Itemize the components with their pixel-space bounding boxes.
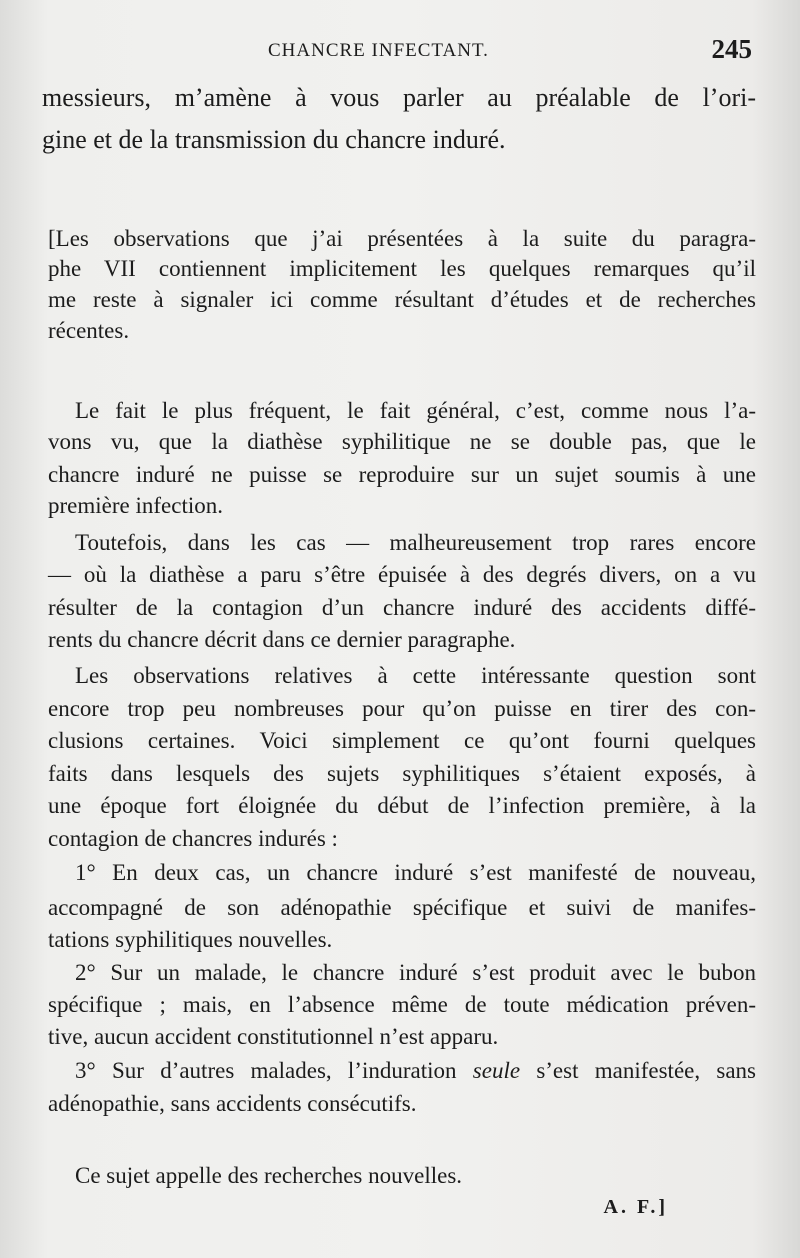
text-line: Toutefois, dans les cas — malheureusement trop rares encore — [75, 530, 756, 555]
italic-word: seule — [472, 1058, 521, 1083]
text-line: tive, aucun accident constitutionnel n’est apparu. — [48, 1024, 499, 1049]
text-line: Le fait le plus fréquent, le fait général, c’est, comme nous l’a- — [75, 398, 756, 423]
text-line: messieurs, m’amène à vous parler au préalable de l’ori- — [42, 83, 756, 112]
text-line: encore trop peu nombreuses pour qu’on puisse en tirer des con- — [48, 696, 756, 721]
text-line: — où la diathèse a paru s’être épuisée à des degrés divers, on a vu — [48, 562, 756, 587]
text-line: [Les observations que j’ai présentées à la suite du paragra- — [48, 226, 756, 251]
text-line: tations syphilitiques nouvelles. — [48, 927, 333, 952]
text-line: gine et de la transmission du chancre induré. — [42, 125, 506, 154]
author-signature: A. F.] — [603, 1196, 668, 1218]
text-line: spécifique ; mais, en l’absence même de toute médication préven- — [48, 992, 756, 1017]
text-line: 1° En deux cas, un chancre induré s’est manifesté de nouveau, — [75, 860, 756, 885]
page-header — [40, 34, 760, 70]
text-line: rents du chancre décrit dans ce dernier paragraphe. — [48, 627, 516, 652]
text-segment: s’est manifestée, sans — [520, 1058, 756, 1083]
text-line: une époque fort éloignée du début de l’infection première, à la — [48, 793, 756, 818]
text-line: première infection. — [48, 493, 223, 518]
text-line: accompagné de son adénopathie spécifique et suivi de manifes- — [48, 895, 756, 920]
text-line: résulter de la contagion d’un chancre induré des accidents diffé- — [48, 595, 756, 620]
text-line: clusions certaines. Voici simplement ce qu’ont fourni quelques — [48, 728, 756, 753]
text-line: contagion de chancres indurés : — [48, 826, 338, 851]
text-line: 2° Sur un malade, le chancre induré s’est produit avec le bubon — [75, 960, 756, 985]
text-line: adénopathie, sans accidents consécutifs. — [48, 1091, 417, 1116]
running-title: CHANCRE INFECTANT. — [268, 40, 489, 61]
text-line: faits dans lesquels des sujets syphilitiques s’étaient exposés, à — [48, 761, 756, 786]
page-number: 245 — [711, 34, 752, 64]
text-line: me reste à signaler ici comme résultant d’études et de recherches — [48, 287, 756, 312]
text-line: récentes. — [48, 318, 130, 343]
text-segment: 3° Sur d’autres malades, l’induration — [75, 1058, 473, 1083]
text-line: vons vu, que la diathèse syphilitique ne se double pas, que le — [48, 429, 756, 454]
text-line — [75, 1056, 756, 1086]
text-line: chancre induré ne puisse se reproduire sur un sujet soumis à une — [48, 462, 756, 487]
text-line: Les observations relatives à cette intéressante question sont — [75, 663, 756, 688]
text-line: Ce sujet appelle des recherches nouvelles. — [75, 1163, 463, 1188]
text-line: phe VII contiennent implicitement les quelques remarques qu’il — [48, 256, 756, 281]
